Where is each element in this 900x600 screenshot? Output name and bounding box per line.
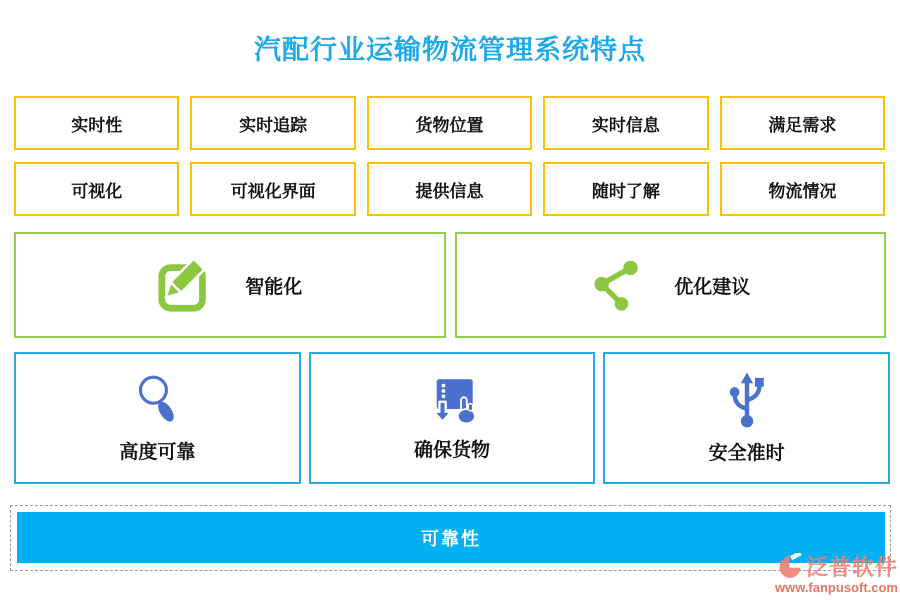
- watermark-brand-row: [775, 553, 898, 581]
- feature-box: [543, 96, 708, 150]
- page-title: 汽配行业运输物流管理系统特点: [254, 35, 646, 65]
- watermark-brand: 泛普软件: [805, 554, 898, 580]
- blue-card-reliability: [14, 352, 301, 484]
- feature-box: [367, 162, 532, 216]
- green-card-row: [14, 232, 886, 338]
- usb-icon: [724, 371, 770, 429]
- feature-label: 可视化界面: [230, 181, 316, 201]
- feature-label: 实时信息: [591, 115, 660, 135]
- feature-row-2: [14, 162, 885, 216]
- blue-card-safety: [603, 352, 890, 484]
- green-card-optimization: [455, 232, 887, 338]
- feature-box: [190, 96, 355, 150]
- feature-box: [720, 96, 885, 150]
- feature-label: 提供信息: [415, 181, 484, 201]
- feature-label: 满足需求: [768, 115, 837, 135]
- green-card-intelligence: [14, 232, 446, 338]
- blue-card-label: 高度可靠: [119, 442, 196, 463]
- feature-box: [720, 162, 885, 216]
- share-icon: [590, 258, 644, 312]
- magnifier-icon: [132, 372, 182, 428]
- edit-icon: [157, 256, 215, 314]
- green-card-label: 优化建议: [674, 276, 751, 298]
- feature-box: [190, 162, 355, 216]
- feature-label: 可视化: [71, 181, 123, 201]
- feature-label: 货物位置: [415, 115, 484, 135]
- bottom-bar: [17, 512, 885, 563]
- feature-label: 实时性: [71, 115, 123, 135]
- tablet-touch-icon: [425, 374, 479, 426]
- green-card-label: 智能化: [245, 276, 303, 298]
- feature-label: 随时了解: [591, 181, 660, 201]
- fanpu-logo-icon: [777, 553, 803, 581]
- feature-box: [14, 96, 179, 150]
- blue-card-cargo: [309, 352, 596, 484]
- feature-box: [14, 162, 179, 216]
- blue-card-label: 确保货物: [414, 440, 491, 461]
- feature-box: [543, 162, 708, 216]
- blue-card-row: [14, 352, 890, 484]
- bottom-bar-label: 可靠性: [421, 528, 481, 549]
- watermark-url: www.fanpusoft.com: [774, 580, 898, 596]
- blue-card-label: 安全准时: [708, 443, 785, 464]
- feature-row-1: [14, 96, 885, 150]
- bottom-bar-frame: [10, 505, 891, 571]
- feature-box: [367, 96, 532, 150]
- watermark: [775, 553, 898, 595]
- feature-label: 实时追踪: [239, 115, 308, 135]
- feature-label: 物流情况: [768, 181, 837, 201]
